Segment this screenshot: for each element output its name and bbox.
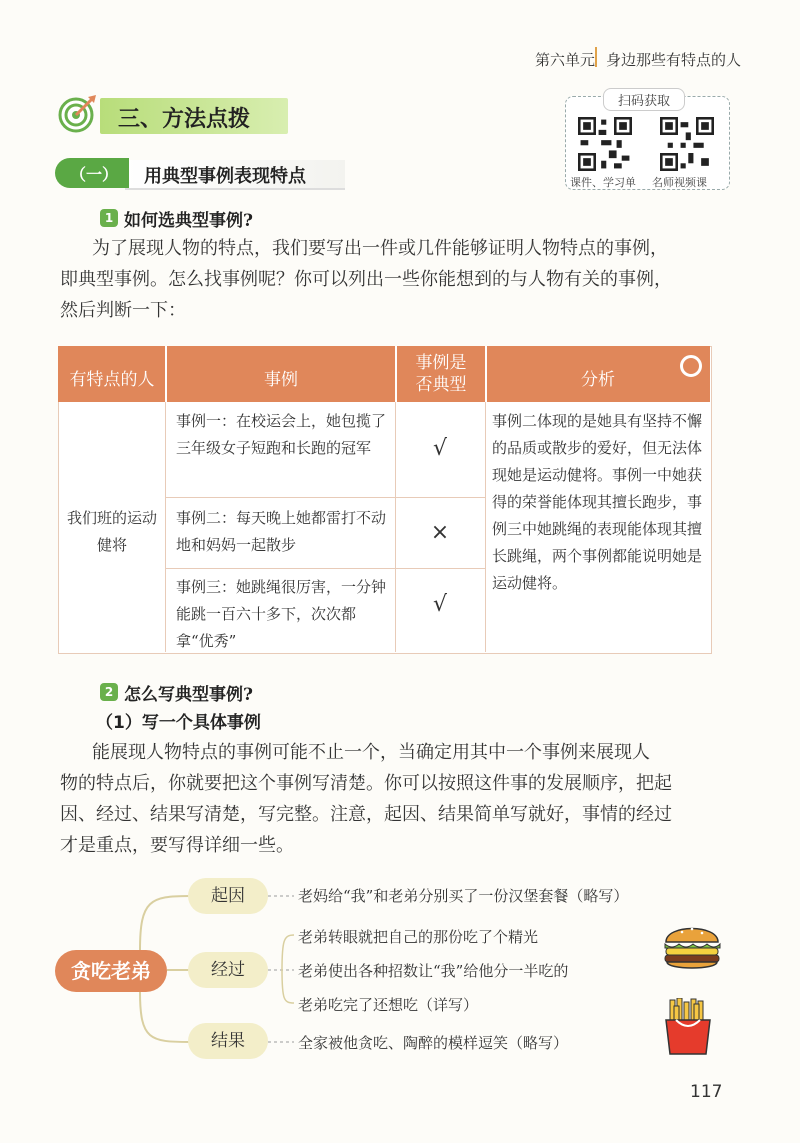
question-title: 怎么写典型事例? — [124, 685, 253, 705]
mindmap-node-cause: 起因 — [188, 878, 268, 914]
fries-icon — [662, 998, 714, 1056]
header-divider — [595, 47, 597, 67]
paragraph-line: 能展现人物特点的事例可能不止一个，当确定用其中一个事例来展现人 — [92, 742, 650, 763]
qr-code-icon[interactable] — [578, 117, 632, 171]
paragraph-line: 为了展现人物的特点，我们要写出一件或几件能够证明人物特点的事例， — [92, 238, 668, 259]
mindmap-leaf: 老弟吃完了还想吃（详写） — [298, 996, 479, 1014]
unit-title: 身边那些有特点的人 — [606, 51, 742, 69]
page-number: 117 — [690, 1082, 723, 1102]
table-header-person: 有特点的人 — [69, 370, 155, 390]
burger-icon — [662, 918, 722, 972]
mindmap-node-process: 经过 — [188, 952, 268, 988]
paragraph-line: 物的特点后，你就要把这个事例写清楚。你可以按照这件事的发展顺序，把起 — [60, 773, 672, 794]
table-header-analysis: 分析 — [581, 370, 615, 390]
qr-caption-right: 名师视频课 — [652, 176, 707, 189]
table-cell-person: 我们班的运动健将 — [66, 509, 157, 554]
table-cell-example: 事例三：她跳绳很厉害，一分钟能跳一百六十多下，次次都拿“优秀” — [176, 578, 387, 650]
qr-code-icon[interactable] — [660, 117, 714, 171]
paragraph-line: 然后判断一下： — [60, 300, 186, 321]
question-subtitle: （1）写一个具体事例 — [96, 713, 261, 733]
paragraph-line: 才是重点，要写得详细一些。 — [60, 835, 294, 856]
check-mark: √ — [432, 436, 448, 461]
table-cell-example: 事例二：每天晚上她都雷打不动地和妈妈一起散步 — [176, 509, 387, 554]
question-title: 如何选典型事例? — [124, 211, 253, 231]
subsection-label: （一） — [70, 165, 119, 184]
table-header-typical: 事例是 否典型 — [415, 353, 467, 395]
paragraph-line: 即典型事例。怎么找事例呢？你可以列出一些你能想到的与人物有关的事例， — [60, 269, 672, 290]
mindmap-node-result: 结果 — [188, 1023, 268, 1059]
table-cell-example: 事例一：在校运会上，她包揽了三年级女子短跑和长跑的冠军 — [176, 412, 387, 457]
question-number: 2 — [100, 683, 118, 701]
cross-mark: × — [430, 520, 450, 545]
target-icon — [58, 93, 98, 133]
unit-label: 第六单元 — [535, 51, 596, 69]
paragraph-line: 因、经过、结果写清楚，写完整。注意，起因、结果简单写就好，事情的经过 — [60, 804, 672, 825]
mindmap-leaf: 全家被他贪吃、陶醉的模样逗笑（略写） — [298, 1034, 569, 1052]
table-header-example: 事例 — [264, 370, 298, 390]
mindmap-leaf: 老妈给“我”和老弟分别买了一份汉堡套餐（略写） — [298, 887, 629, 905]
table-cell-analysis: 事例二体现的是她具有坚持不懈的品质或散步的爱好，但无法体现她是运动健将。事例一中她获得的荣誉能体现其擅长跑步，事例三中她跳绳的表现能体现其擅长跳绳，两个事例都能说明她是运动健将。 — [492, 412, 703, 592]
mindmap-leaf: 老弟使出各种招数让“我”给他分一半吃的 — [298, 962, 569, 980]
mindmap-leaf: 老弟转眼就把自己的那份吃了个精光 — [298, 928, 539, 946]
subsection-title: 用典型事例表现特点 — [144, 166, 306, 187]
tag-hole-icon — [680, 355, 702, 377]
qr-heading: 扫码获取 — [603, 88, 685, 111]
qr-caption-left: 课件、学习单 — [570, 176, 636, 189]
mindmap-root: 贪吃老弟 — [55, 950, 167, 992]
question-number: 1 — [100, 209, 118, 227]
check-mark: √ — [432, 592, 448, 617]
section-title: 三、方法点拨 — [118, 107, 251, 132]
